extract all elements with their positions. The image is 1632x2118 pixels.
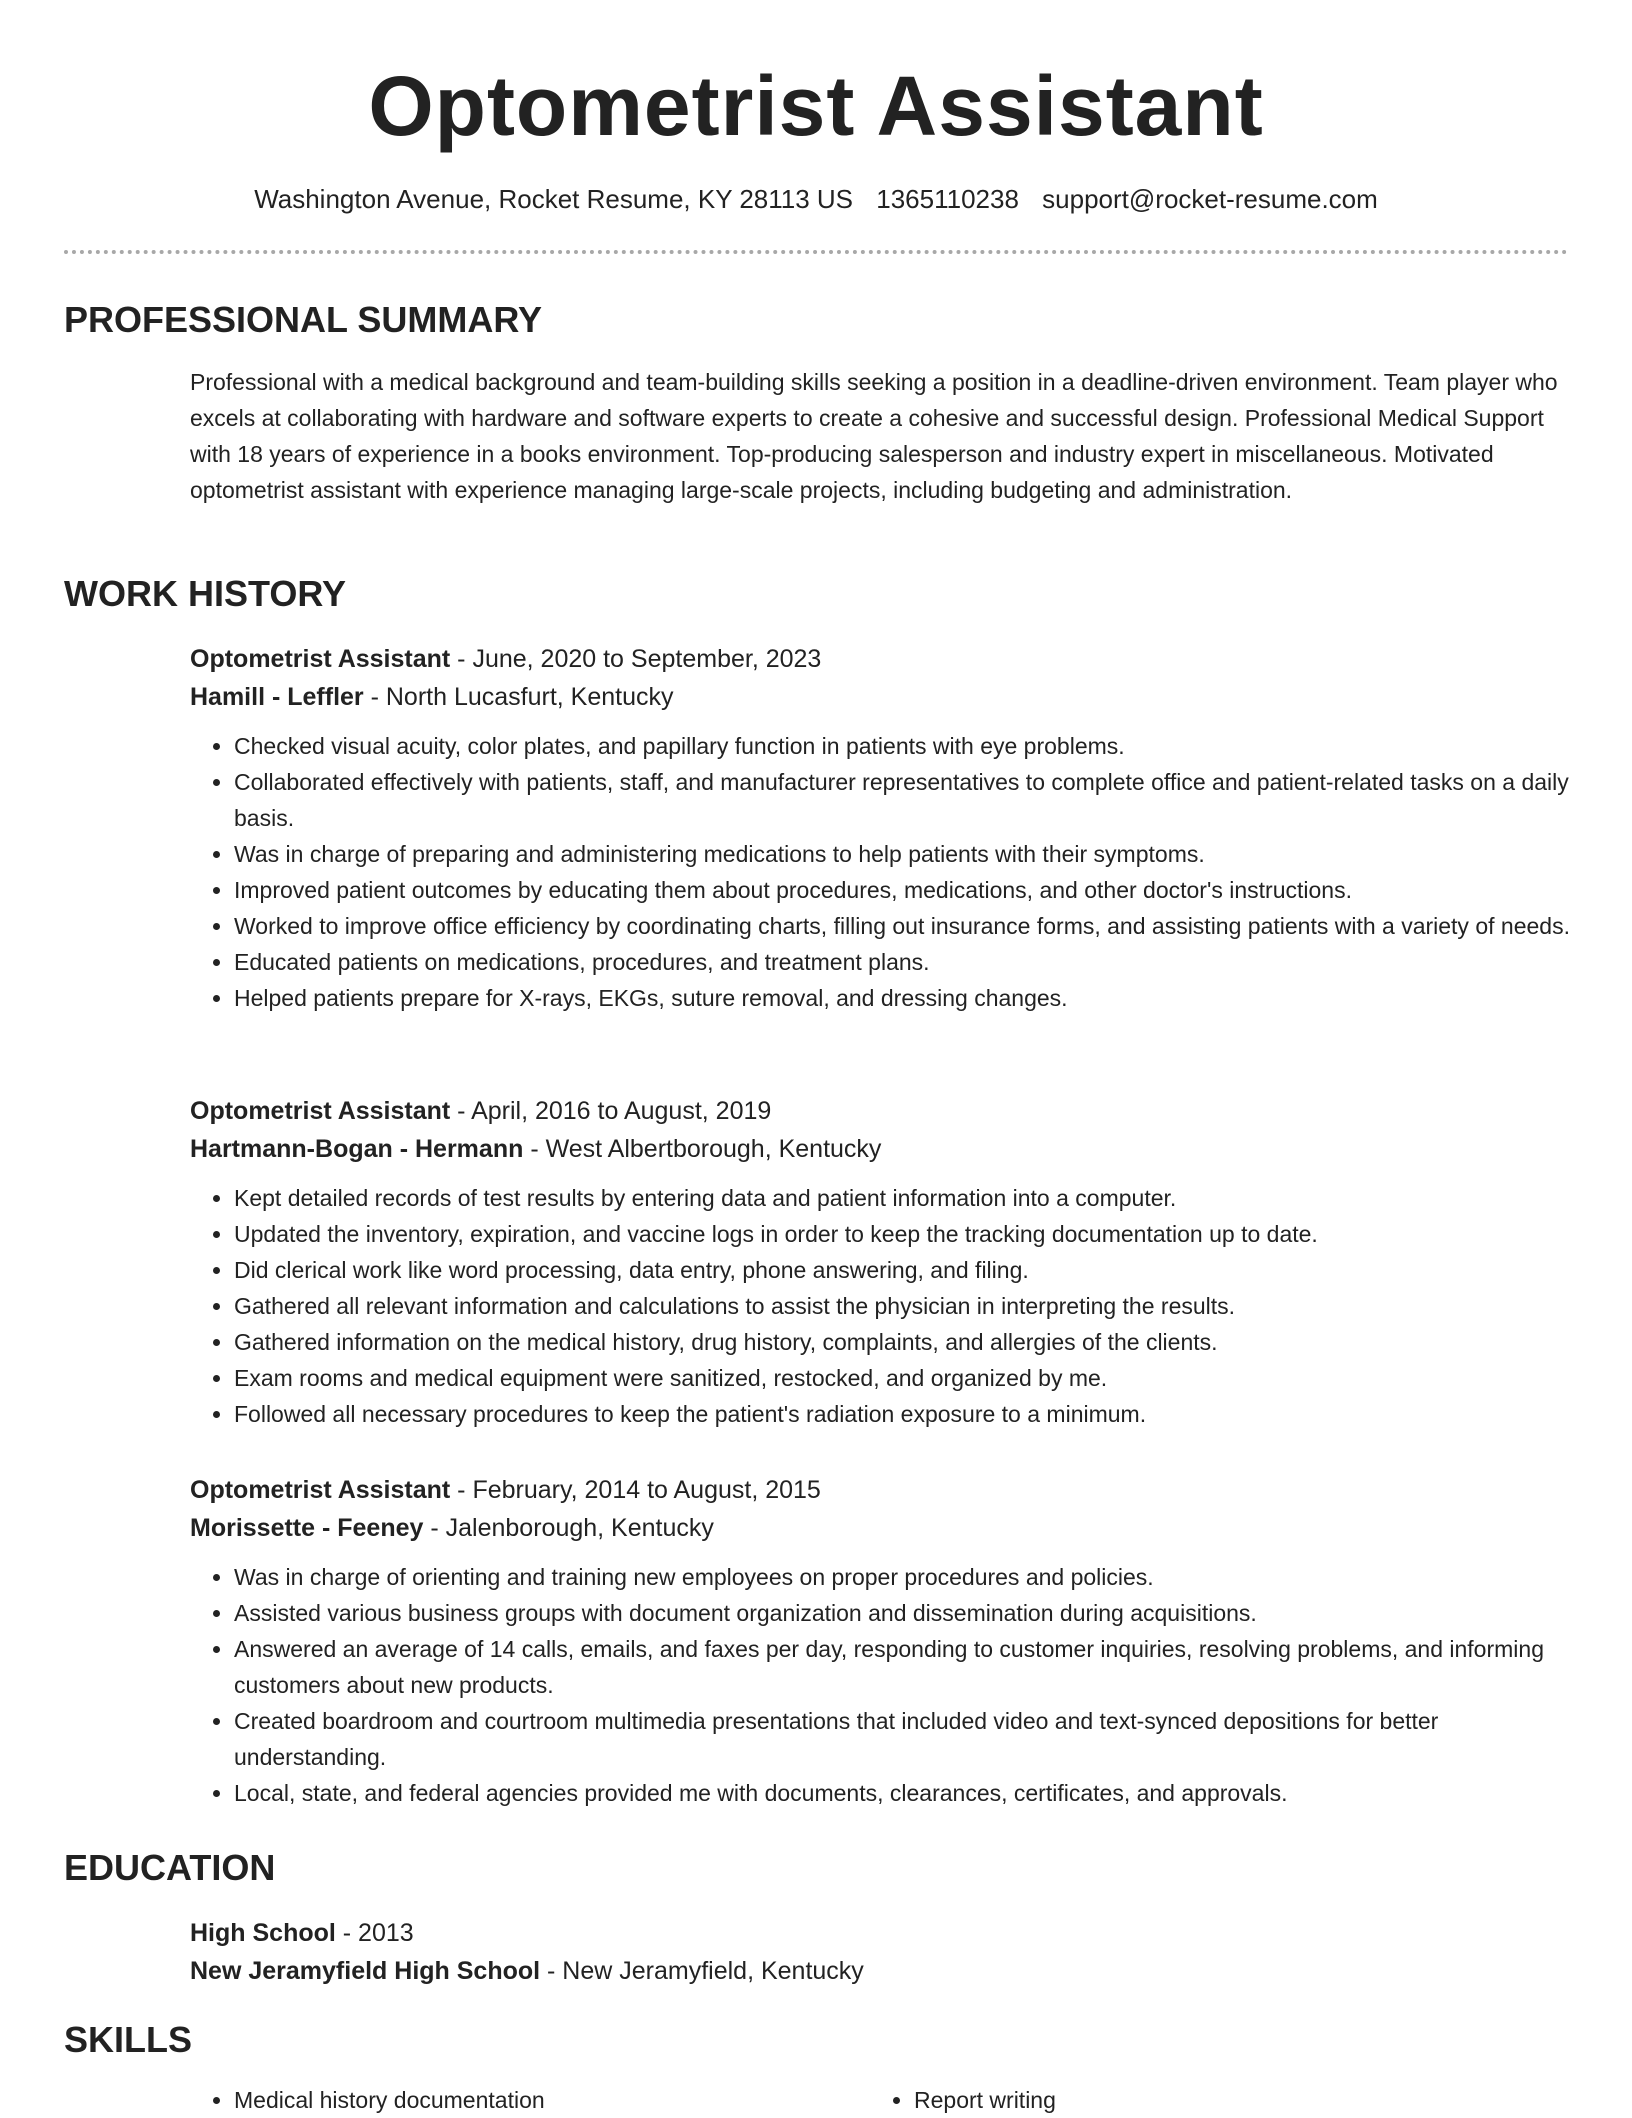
contact-address: Washington Avenue, Rocket Resume, KY 28113 US — [254, 184, 854, 214]
job-bullet: • Helped patients prepare for X-rays, EKGs, suture removal, and dressing changes. — [234, 980, 1570, 1016]
job-bullet: • Was in charge of orienting and training new employees on proper procedures and policies. — [234, 1559, 1570, 1595]
skills-list-left — [190, 2082, 870, 2118]
job-bullets — [190, 1559, 1570, 1811]
job-bullet: • Gathered information on the medical history, drug history, complaints, and allergies of the clients. — [234, 1324, 1570, 1360]
job-bullet: • Was in charge of preparing and administering medications to help patients with their symptoms. — [234, 836, 1570, 872]
job-role: Optometrist Assistant — [190, 1476, 451, 1504]
job-location: - Jalenborough, Kentucky — [423, 1514, 714, 1542]
education-location: - New Jeramyfield, Kentucky — [540, 1957, 864, 1985]
job-location: - North Lucasfurt, Kentucky — [363, 683, 674, 711]
job-role: Optometrist Assistant — [190, 645, 451, 673]
job-bullet: • Exam rooms and medical equipment were sanitized, restocked, and organized by me. — [234, 1360, 1570, 1396]
job-entry — [190, 1471, 1570, 1811]
job-bullet: • Did clerical work like word processing, data entry, phone answering, and filing. — [234, 1252, 1570, 1288]
job-company-line — [190, 1130, 1570, 1168]
job-title-line — [190, 1092, 1570, 1130]
summary-heading: PROFESSIONAL SUMMARY — [64, 299, 543, 340]
summary-text: Professional with a medical background and team-building skills seeking a position in a deadline-driven environment. Team player who excels at collaborating with hardware and software experts to create a cohesive and successful design. Professional Medical Support with 18 years of experience in a books environment. Top-producing salesperson and industry expert in miscellaneous. Motivated optometrist assistant with experience managing large-scale projects, including budgeting and administration. — [190, 369, 1558, 503]
job-bullet: • Assisted various business groups with document organization and dissemination during acquisitions. — [234, 1595, 1570, 1631]
contact-line — [0, 182, 1632, 216]
job-bullet: • Educated patients on medications, procedures, and treatment plans. — [234, 944, 1570, 980]
job-company-line — [190, 1509, 1570, 1547]
skills-columns — [190, 2082, 1570, 2118]
job-title-line — [190, 640, 1570, 678]
job-dates: - February, 2014 to August, 2015 — [450, 1476, 821, 1504]
skills-heading: SKILLS — [64, 2019, 193, 2060]
job-company: Hartmann-Bogan - Hermann — [190, 1135, 524, 1163]
education-degree: High School — [190, 1919, 336, 1947]
job-company: Hamill - Leffler — [190, 683, 364, 711]
job-company-line — [190, 678, 1570, 716]
education-school-line — [190, 1952, 1570, 1990]
education-entry — [190, 1914, 1570, 1990]
job-company: Morissette - Feeney — [190, 1514, 424, 1542]
resume-name: Optometrist Assistant — [368, 59, 1264, 153]
work-history-heading: WORK HISTORY — [64, 573, 347, 614]
job-bullet: • Kept detailed records of test results by entering data and patient information into a computer. — [234, 1180, 1570, 1216]
job-bullet: • Updated the inventory, expiration, and vaccine logs in order to keep the tracking documentation up to date. — [234, 1216, 1570, 1252]
job-bullet: • Gathered all relevant information and calculations to assist the physician in interpreting the results. — [234, 1288, 1570, 1324]
contact-phone: 1365110238 — [876, 184, 1019, 214]
education-school: New Jeramyfield High School — [190, 1957, 541, 1985]
header-divider — [64, 250, 1568, 254]
skill-item: • Medical history documentation — [234, 2082, 870, 2118]
job-bullet: • Followed all necessary procedures to keep the patient's radiation exposure to a minimum. — [234, 1396, 1570, 1432]
skills-list-right — [870, 2082, 1550, 2118]
summary-block — [190, 364, 1570, 508]
job-dates: - April, 2016 to August, 2019 — [450, 1097, 772, 1125]
job-bullets — [190, 728, 1570, 1016]
job-entry — [190, 1092, 1570, 1432]
job-location: - West Albertborough, Kentucky — [523, 1135, 882, 1163]
job-bullet: • Checked visual acuity, color plates, and papillary function in patients with eye problems. — [234, 728, 1570, 764]
job-bullet: • Worked to improve office efficiency by coordinating charts, filling out insurance forms, and assisting patients with a variety of needs. — [234, 908, 1570, 944]
job-role: Optometrist Assistant — [190, 1097, 451, 1125]
job-title-line — [190, 1471, 1570, 1509]
job-bullets — [190, 1180, 1570, 1432]
education-year: - 2013 — [335, 1919, 414, 1947]
education-heading: EDUCATION — [64, 1847, 276, 1888]
skill-item: • Report writing — [914, 2082, 1550, 2118]
job-bullet: • Created boardroom and courtroom multimedia presentations that included video and text-synced depositions for better understanding. — [234, 1703, 1570, 1775]
job-bullet: • Improved patient outcomes by educating them about procedures, medications, and other doctor's instructions. — [234, 872, 1570, 908]
job-bullet: • Local, state, and federal agencies provided me with documents, clearances, certificates, and approvals. — [234, 1775, 1570, 1811]
job-dates: - June, 2020 to September, 2023 — [450, 645, 822, 673]
education-degree-line — [190, 1914, 1570, 1952]
contact-email: support@rocket-resume.com — [1042, 184, 1378, 214]
job-bullet: • Answered an average of 14 calls, emails, and faxes per day, responding to customer inquiries, resolving problems, and informing customers about new products. — [234, 1631, 1570, 1703]
job-bullet: • Collaborated effectively with patients, staff, and manufacturer representatives to complete office and patient-related tasks on a daily basis. — [234, 764, 1570, 836]
job-entry — [190, 640, 1570, 1016]
